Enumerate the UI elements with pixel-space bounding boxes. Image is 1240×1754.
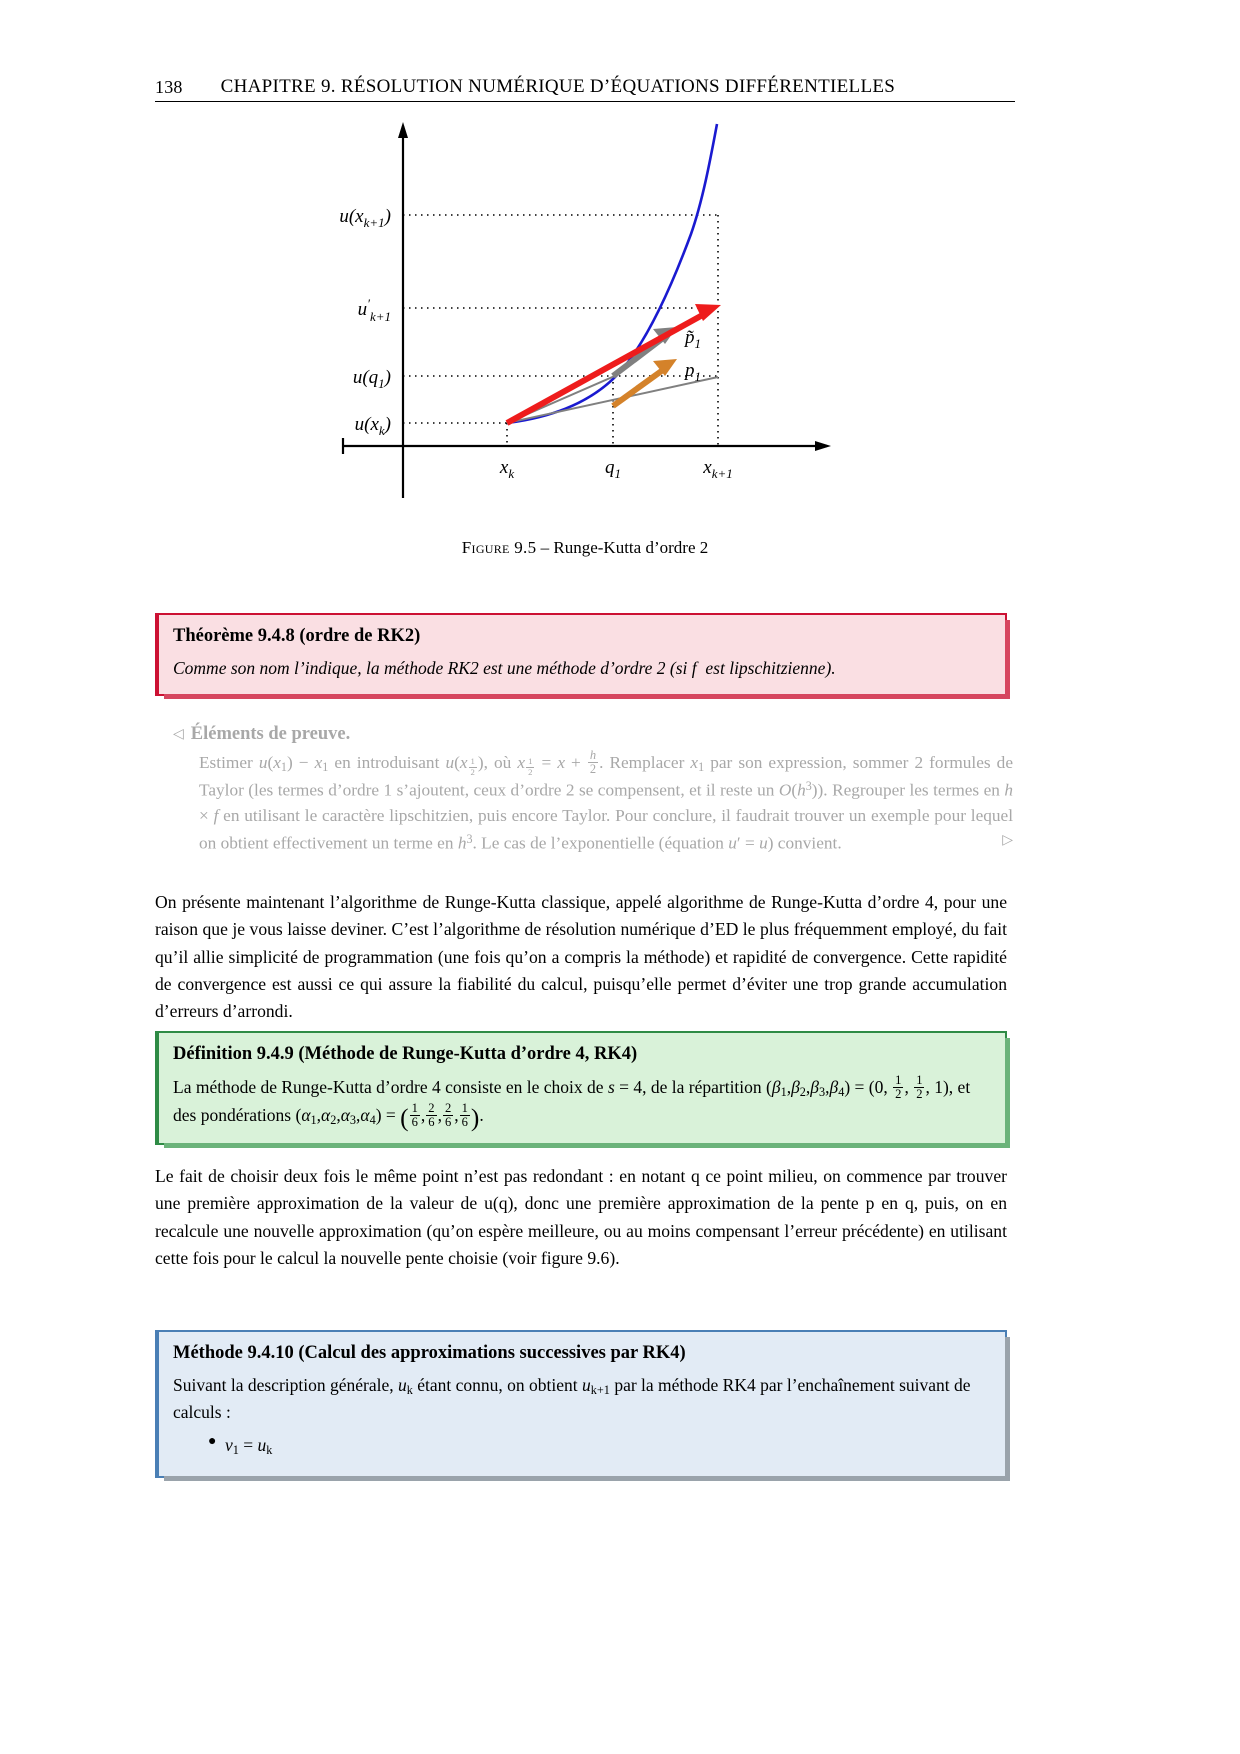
figure-caption-label: Figure 9.5 bbox=[461, 538, 537, 557]
figure-svg bbox=[155, 118, 1015, 518]
chapter-title: CHAPITRE 9. RÉSOLUTION NUMÉRIQUE D’ÉQUATIONS DIFFÉRENTIELLES bbox=[220, 76, 896, 97]
x-tick-label-xk1: $x_{k+1}$ bbox=[703, 457, 733, 481]
proof-open-marker: ◁ bbox=[173, 727, 184, 742]
theorem-body-text: Comme son nom l’indique, la méthode RK2 est une méthode d’ordre 2 (si f est lipschitzienne). bbox=[173, 658, 836, 678]
y-tick-label-uprime-k1: $u'_{k+1}$ bbox=[357, 296, 391, 324]
proof-heading-text: Éléments de preuve. bbox=[190, 724, 351, 744]
document-page bbox=[155, 0, 1015, 1754]
proof-body: Estimer $u(x_1) - x_1$ en introduisant u(x $_{\frac{1}{2}}$ ), où x $_{\frac{1}{2}}$ = x + $\frac{h}{2}$ . Remplacer $x_1$ par son expression, sommer 2 formules de Taylor (les termes d’ordre 1 s’ajoutent, ceux d’ordre 2 se compensent, et il reste un $O(h^3)$). Regrouper les termes en h × f en utilisant le caractère lipschitzien, puis encore Taylor. Pour conclure, il faudrait trouver un exemple pour lequel on obtient effectivement un terme en $h^3$. Le cas de l’exponentielle (équation u′ = u) convient. ▷ bbox=[199, 748, 1013, 853]
bullet-icon: ● bbox=[208, 1434, 217, 1450]
y-axis-arrowhead bbox=[398, 122, 408, 138]
x-axis-arrowhead bbox=[815, 441, 831, 451]
y-tick-label-u-xk: $u(x_k)$ bbox=[354, 414, 391, 438]
figure-caption-text: Runge-Kutta d’ordre 2 bbox=[553, 538, 709, 557]
initial-slope-line bbox=[507, 377, 718, 423]
definition-body: La méthode de Runge-Kutta d’ordre 4 consiste en le choix de s = 4, de la répartition $(\beta_1,\beta_2,\beta_3,\beta_4) = (0$, $\frac{1}{2}$ , $\frac{1}{2}$ , 1), et des pondérations $(\alpha_1,\alpha_2,\alpha_3,\alpha_4)$ = ( $\frac{1}{6}$ , $\frac{2}{6}$ , $\frac{2}{6}$ , $\frac{1}{6}$ ). bbox=[173, 1073, 971, 1133]
method-body: Suivant la description générale, $u_k$ étant connu, on obtient $u_{k+1}$ par la méthode RK4 par l’enchaînement suivant de calculs : ● $v_1 = u_k$ bbox=[173, 1373, 991, 1460]
theorem-body bbox=[173, 656, 991, 681]
y-tick-label-u-xk1: $u(x_{k+1})$ bbox=[339, 206, 391, 230]
running-header bbox=[155, 68, 1015, 102]
paragraph-midpoint-explanation: Le fait de choisir deux fois le même point n’est pas redondant : en notant q ce point milieu, on commence par trouver une première approximation de la valeur de u(q), donc une première approximation de la pente p en q, puis, on en recalcule une nouvelle approximation (qu’on espère meilleure, ou au moins compensant l’erreur précédente) en utilisant cette fois pour le calcul la nouvelle pente choisie (voir figure 9.6). bbox=[155, 1166, 1007, 1268]
method-step-list bbox=[173, 1433, 991, 1460]
method-step-item: ● $v_1 = u_k$ bbox=[208, 1434, 273, 1458]
figure-runge-kutta-order-2 bbox=[155, 118, 1015, 518]
paragraph-rk4-intro: On présente maintenant l’algorithme de Runge-Kutta classique, appelé algorithme de Runge-Kutta d’ordre 4, pour une raison que je vous laisse deviner. C’est l’algorithme de résolution numérique d’ED le plus fréquemment employé, du fait qu’il allie simplicité de programmation (une fois qu’on a compris la méthode) et rapidité de convergence. Cette rapidité de convergence est aussi ce qui assure la fiabilité du calcul, puisqu’elle permet d’éviter une trop grande accumulation d’erreurs d’arrondi. bbox=[155, 892, 1007, 1022]
theorem-title: Théorème 9.4.8 (ordre de RK2) bbox=[173, 626, 421, 646]
annotation-p-1: $p_1$ bbox=[685, 360, 701, 384]
definition-title: Définition 9.4.9 (Méthode de Runge-Kutta d’ordre 4, RK4) bbox=[173, 1044, 638, 1064]
definition-box bbox=[155, 1031, 1007, 1145]
page-number: 138 bbox=[155, 77, 183, 97]
y-tick-label-u-q1: $u(q_1)$ bbox=[352, 367, 391, 391]
annotation-p-tilde-1: $p̃_1$ bbox=[685, 327, 701, 351]
proof-close-marker: ▷ bbox=[1002, 832, 1013, 848]
method-box bbox=[155, 1330, 1007, 1478]
figure-caption-dash: – bbox=[540, 538, 550, 557]
theorem-box bbox=[155, 613, 1007, 696]
figure-caption bbox=[155, 538, 1015, 558]
x-tick-label-q1: $q_1$ bbox=[605, 457, 621, 481]
proof-block bbox=[173, 724, 1015, 856]
x-tick-label-xk: $x_k$ bbox=[499, 457, 515, 481]
method-title: Méthode 9.4.10 (Calcul des approximations successives par RK4) bbox=[173, 1343, 686, 1363]
proof-heading bbox=[173, 724, 1015, 745]
rk2-step-arrow bbox=[507, 312, 708, 423]
